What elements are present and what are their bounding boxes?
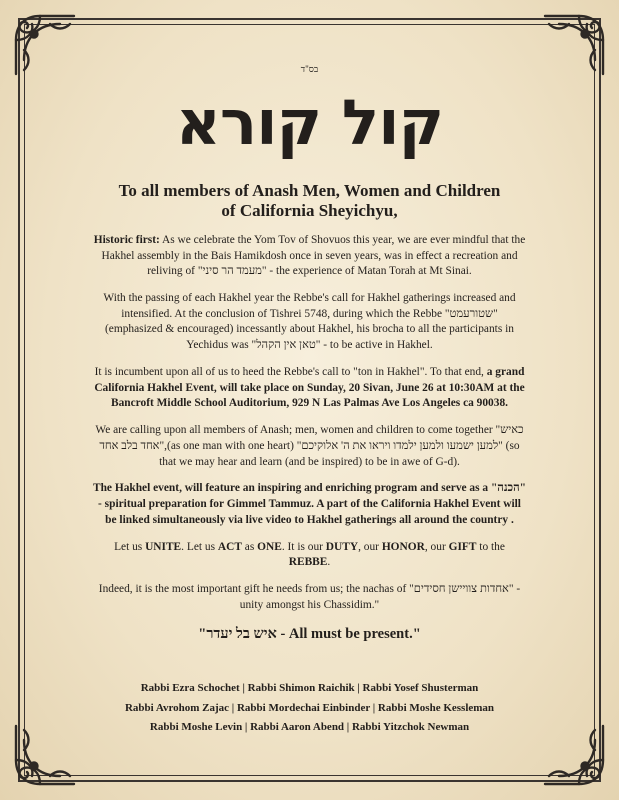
corner-ornament-icon: [10, 10, 80, 80]
signers-row-3: Rabbi Moshe Levin | Rabbi Aaron Abend | Rabbi Yitzchok Newman: [149, 721, 470, 733]
emphasis-word: ONE: [257, 540, 282, 553]
paragraph-body: As we celebrate the Yom Tov of Shovuos this year, we are ever mindful that the Hakhel assembly in the Bais Hamikdosh once in seven years, was in effect a recreation and reliving of "מעמד הר סיני" - the experience of Matan Torah at Mt Sinai.: [101, 233, 526, 278]
text-fragment: , our: [424, 540, 449, 553]
signers-row-2: Rabbi Avrohom Zajac | Rabbi Mordechai Einbinder | Rabbi Moshe Kessleman: [124, 701, 495, 714]
text-fragment: , our: [358, 540, 382, 553]
event-intro: It is incumbent upon all of us to heed the Rebbe's call to "ton in Hakhel". To that end,: [94, 365, 484, 378]
text-fragment: to the: [476, 540, 505, 553]
corner-ornament-icon: [539, 720, 609, 790]
paragraph-unity: Indeed, it is the most important gift he needs from us; the nachas of "אחדות צוויישן חסידים" - unity amongst his Chassidim.": [98, 583, 521, 611]
emphasis-word: ACT: [217, 540, 242, 553]
paragraph-lead: Historic first:: [93, 233, 160, 246]
paragraph-unite: [92, 540, 527, 571]
paragraph-calling: We are calling upon all members of Anash; men, women and children to come together "כאיש אחד בלב אחד",(as one man with one heart) "למען ישמעו ולמען ילמדו ויראו את ה' אלוקיכם" (so that we may hear and learn (and be inspired) to be in awe of G-d).: [95, 424, 524, 468]
paragraph-event: [92, 365, 527, 412]
text-fragment: Let us: [114, 540, 146, 553]
text-fragment: as: [241, 540, 258, 553]
emphasis-word: GIFT: [448, 540, 477, 553]
heading-line-2: of California Sheyichyu,: [221, 201, 398, 221]
paragraph-rebbe-call: With the passing of each Hakhel year the Rebbe's call for Hakhel gatherings increased and intensified. At the conclusion of Tishrei 5748, during which the Rebbe "שטורעמט" (emphasized & encouraged) incessantly about Hakhel, his brocha to all the participants in Yechidus was "טאן אין הקהל" - to be active in Hakhel.: [103, 291, 516, 352]
emphasis-word: REBBE: [288, 556, 328, 569]
text-fragment: . Let us: [181, 540, 218, 553]
paragraph-historic: [92, 233, 527, 280]
text-fragment: .: [327, 556, 331, 569]
emphasis-word: HONOR: [381, 540, 425, 553]
closing-line: "איש בל יעדר - All must be present.": [198, 626, 421, 643]
emphasis-word: DUTY: [325, 540, 359, 553]
corner-ornament-icon: [539, 10, 609, 80]
text-fragment: . It is our: [281, 540, 326, 553]
paragraph-program: The Hakhel event, will feature an inspiring and enriching program and serve as a "הכנה" - spiritual preparation for Gimmel Tammuz. A part of the California Hakhel Event will be linked simultaneously via live video to Hakhel gatherings all around the country .: [93, 482, 526, 526]
event-details: a grand California Hakhel Event, will take place on Sunday, 20 Sivan, June 26 at 10:30AM at the Bancroft Middle School Auditorium, 929 N Las Palmas Ave Los Angeles ca 90038.: [94, 365, 525, 410]
page-title: קול קורא: [175, 86, 444, 159]
bsd-marking: בס"ד: [300, 64, 319, 74]
signers-row-1: Rabbi Ezra Schochet | Rabbi Shimon Raichik | Rabbi Yosef Shusterman: [140, 682, 479, 694]
heading: [92, 181, 527, 222]
emphasis-word: UNITE: [145, 540, 182, 553]
document-body: [92, 60, 527, 643]
signatories: [70, 683, 549, 742]
heading-line-1: To all members of Anash Men, Women and Children: [118, 181, 501, 200]
